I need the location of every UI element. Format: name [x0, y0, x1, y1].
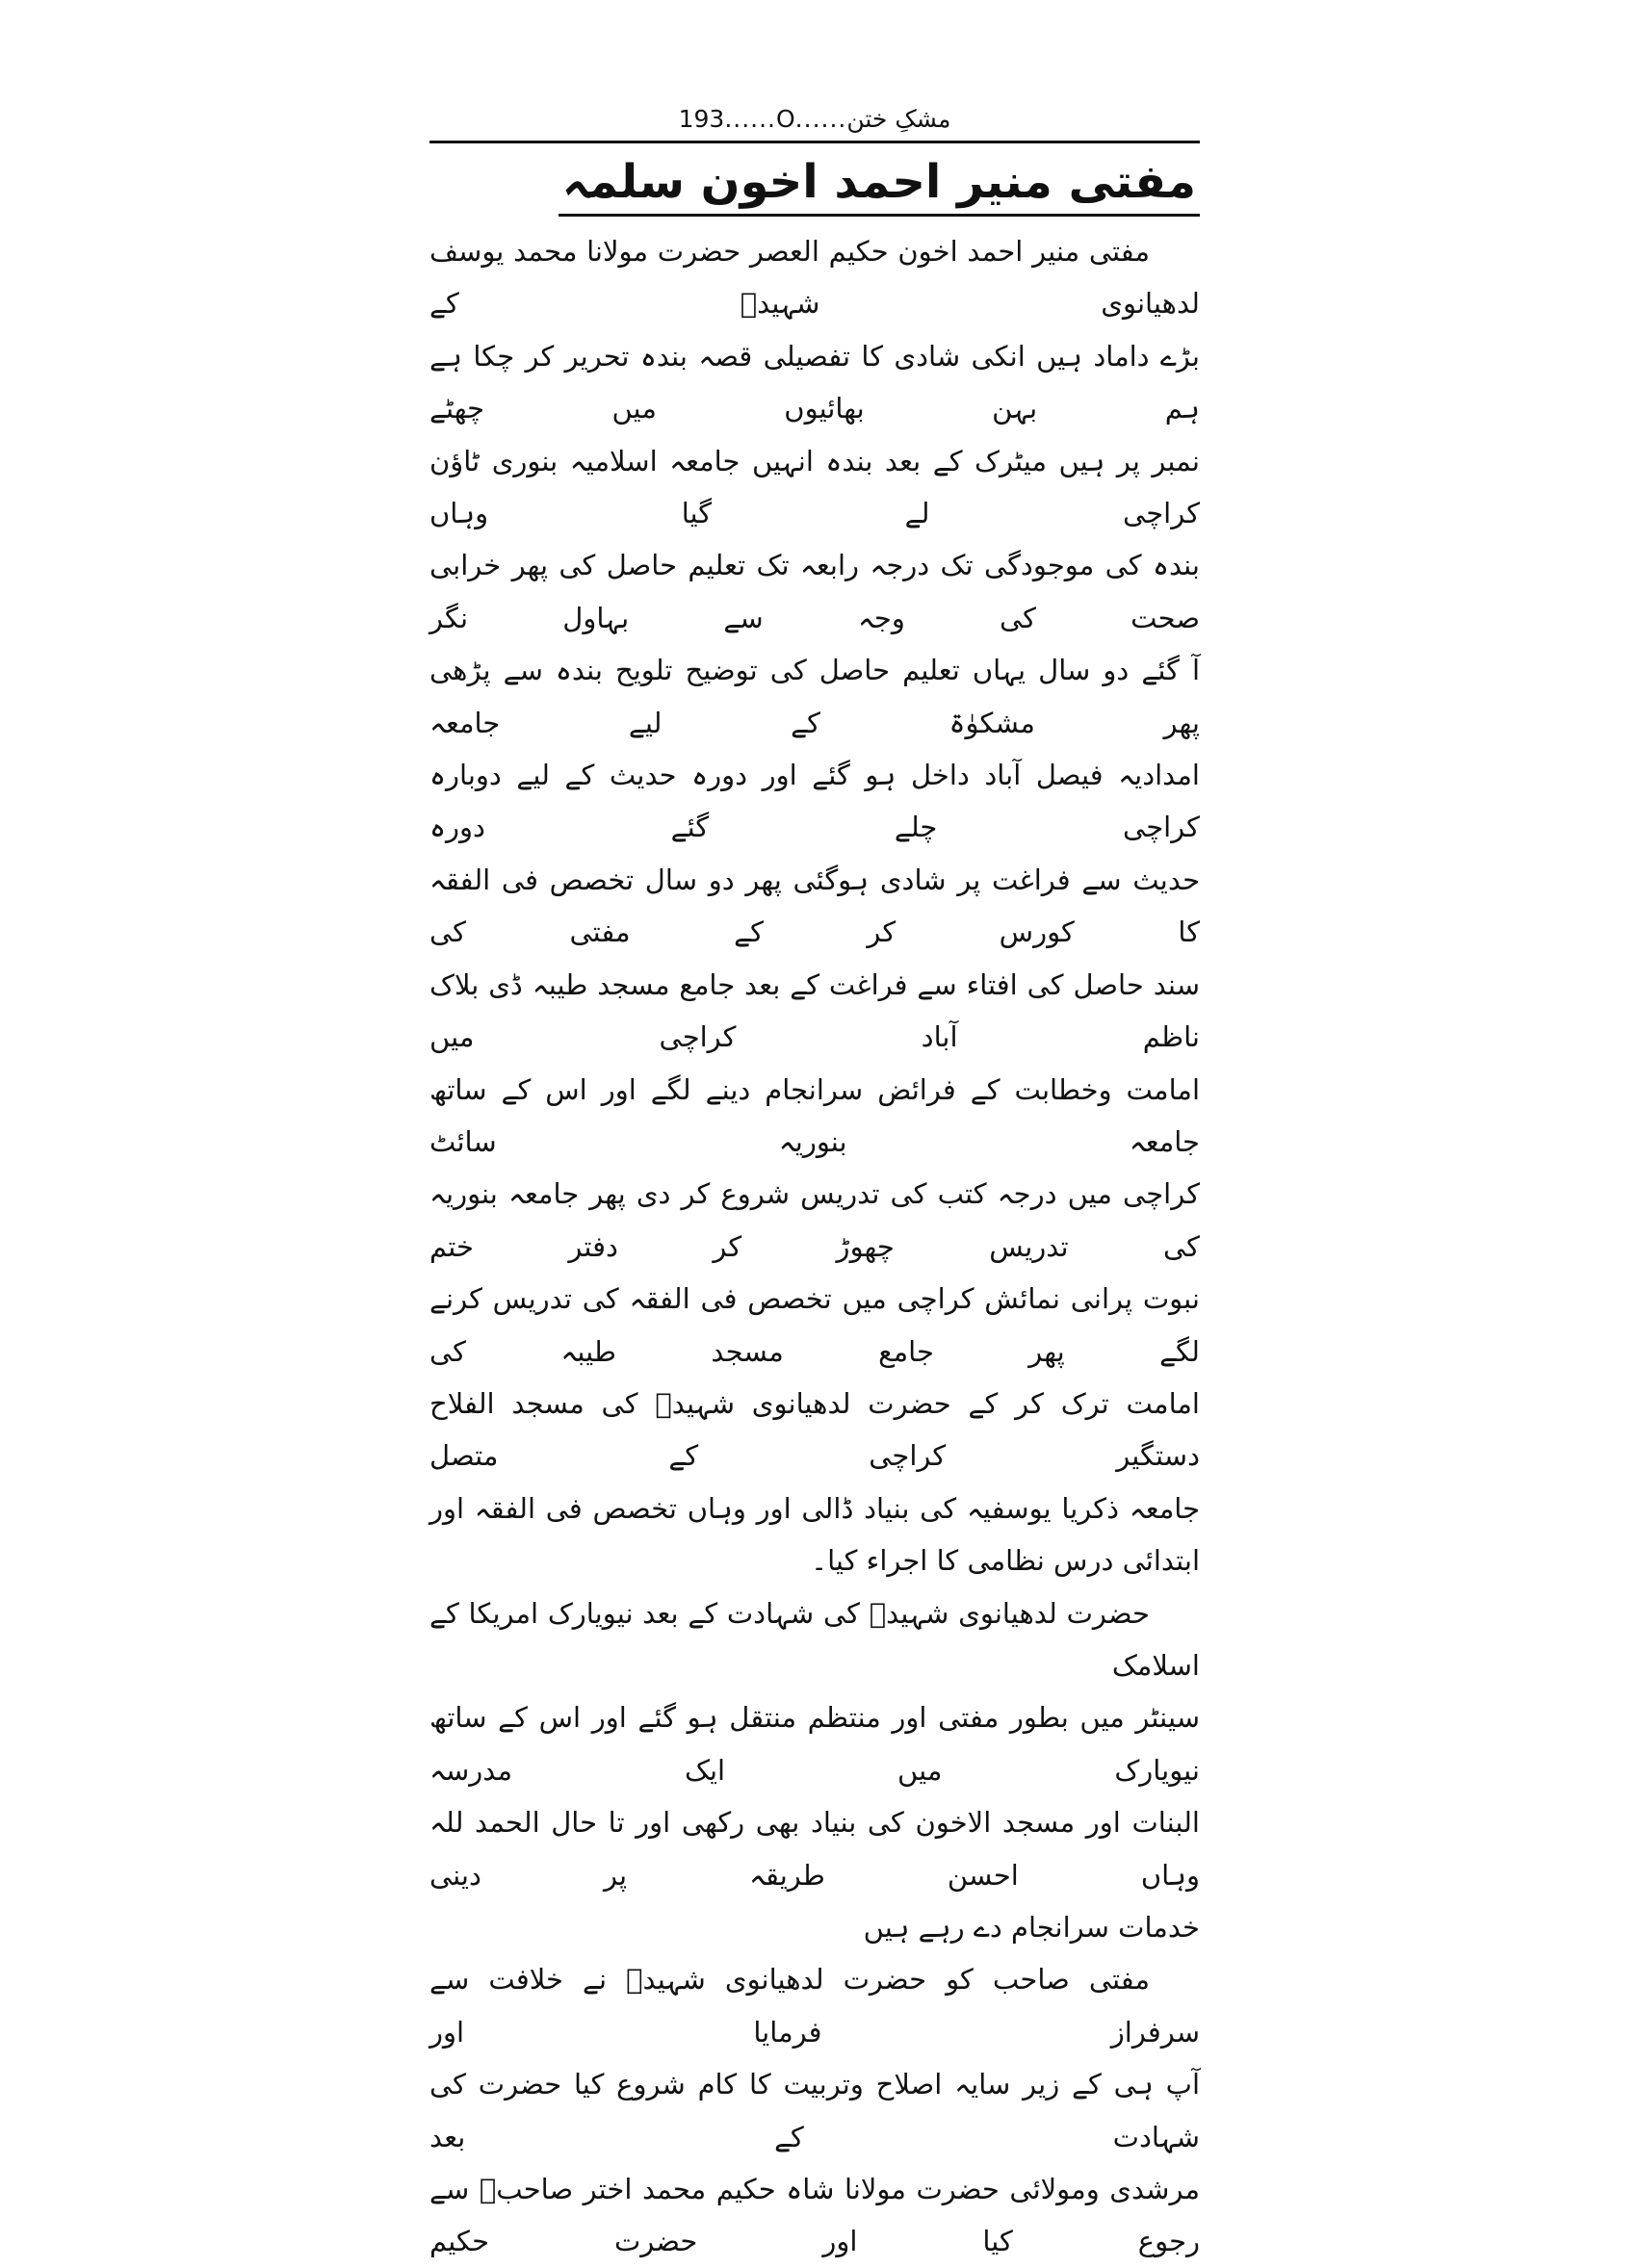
text-line: بڑے داماد ہیں انکی شادی کا تفصیلی قصہ بندہ تحریر کر چکا ہے ہم بہن بھائیوں میں چھٹے: [429, 339, 1200, 425]
text-line: بندہ کی موجودگی تک درجہ رابعہ تک تعلیم حاصل کی پھر خرابی صحت کی وجہ سے بہاول نگر: [429, 549, 1200, 634]
section-heading: [559, 152, 1200, 217]
text-line: سینٹر میں بطور مفتی اور منتظم منتقل ہو گئے اور اس کے ساتھ نیویارک میں ایک مدرسہ: [429, 1701, 1200, 1787]
text-line: سند حاصل کی افتاء سے فراغت کے بعد جامع مسجد طیبہ ڈی بلاک ناظم آباد کراچی میں: [429, 967, 1200, 1054]
text-line: امامت ترک کر کے حضرت لدھیانوی شہیدؒ کی مسجد الفلاح دستگیر کراچی کے متصل: [429, 1386, 1200, 1473]
text-line: کراچی میں درجہ کتب کی تدریس شروع کر دی پھر جامعہ بنوریہ کی تدریس چھوڑ کر دفتر ختم: [429, 1177, 1200, 1263]
text-line: مفتی منیر احمد اخون حکیم العصر حضرت مولانا محمد یوسف لدھیانوی شہیدؒ کے: [429, 235, 1200, 321]
title-underline: [559, 214, 1200, 217]
text-line: البنات اور مسجد الاخون کی بنیاد بھی رکھی اور تا حال الحمد للہ وہاں احسن طریقہ پر دینی: [429, 1806, 1200, 1892]
text-line: امدادیہ فیصل آباد داخل ہو گئے اور دورہ حدیث کے لیے دوبارہ کراچی چلے گئے دورہ: [429, 759, 1200, 844]
body-text: [429, 225, 1200, 2268]
book-title: مشکِ ختن: [846, 104, 951, 133]
text-line: خدمات سرانجام دے رہے ہیں: [863, 1911, 1200, 1944]
header-separator: ......O......: [724, 104, 847, 133]
text-line: مرشدی ومولائی حضرت مولانا شاہ حکیم محمد اختر صاحبؒ سے رجوع کیا اور حضرت حکیم: [429, 2173, 1200, 2258]
header-rule: [429, 141, 1200, 143]
text-line: امامت وخطابت کے فرائض سرانجام دینے لگے اور اس کے ساتھ جامعہ بنوریہ سائٹ: [429, 1072, 1200, 1158]
text-line: نمبر پر ہیں میٹرک کے بعد بندہ انہیں جامعہ اسلامیہ بنوری ٹاؤن کراچی لے گیا وہاں: [429, 444, 1200, 530]
text-line: نبوت پرانی نمائش کراچی میں تخصص فی الفقہ کی تدریس کرنے لگے پھر جامع مسجد طیبہ کی: [429, 1282, 1200, 1368]
text-line: حدیث سے فراغت پر شادی ہوگئی پھر دو سال تخصص فی الفقہ کا کورس کر کے مفتی کی: [429, 863, 1200, 949]
running-header: [429, 96, 1200, 141]
section-title: مفتی منیر احمد اخون سلمہ: [561, 155, 1196, 209]
text-line: مفتی صاحب کو حضرت لدھیانوی شہیدؒ نے خلافت سے سرفراز فرمایا اور: [429, 1963, 1200, 2049]
text-line: جامعہ ذکریا یوسفیہ کی بنیاد ڈالی اور وہاں تخصص فی الفقہ اور ابتدائی درس نظامی کا اجراء کیا۔: [429, 1491, 1200, 1578]
text-line: حضرت لدھیانوی شہیدؒ کی شہادت کے بعد نیویارک امریکا کے اسلامک: [429, 1596, 1200, 1682]
text-line: آپ ہی کے زیر سایہ اصلاح وتربیت کا کام شروع کیا حضرت کی شہادت کے بعد: [429, 2068, 1200, 2153]
text-line: آ گئے دو سال یہاں تعلیم حاصل کی توضیح تلویح بندہ سے پڑھی پھر مشکوٰۃ کے لیے جامعہ: [429, 654, 1200, 739]
page-number: 193: [678, 104, 725, 133]
